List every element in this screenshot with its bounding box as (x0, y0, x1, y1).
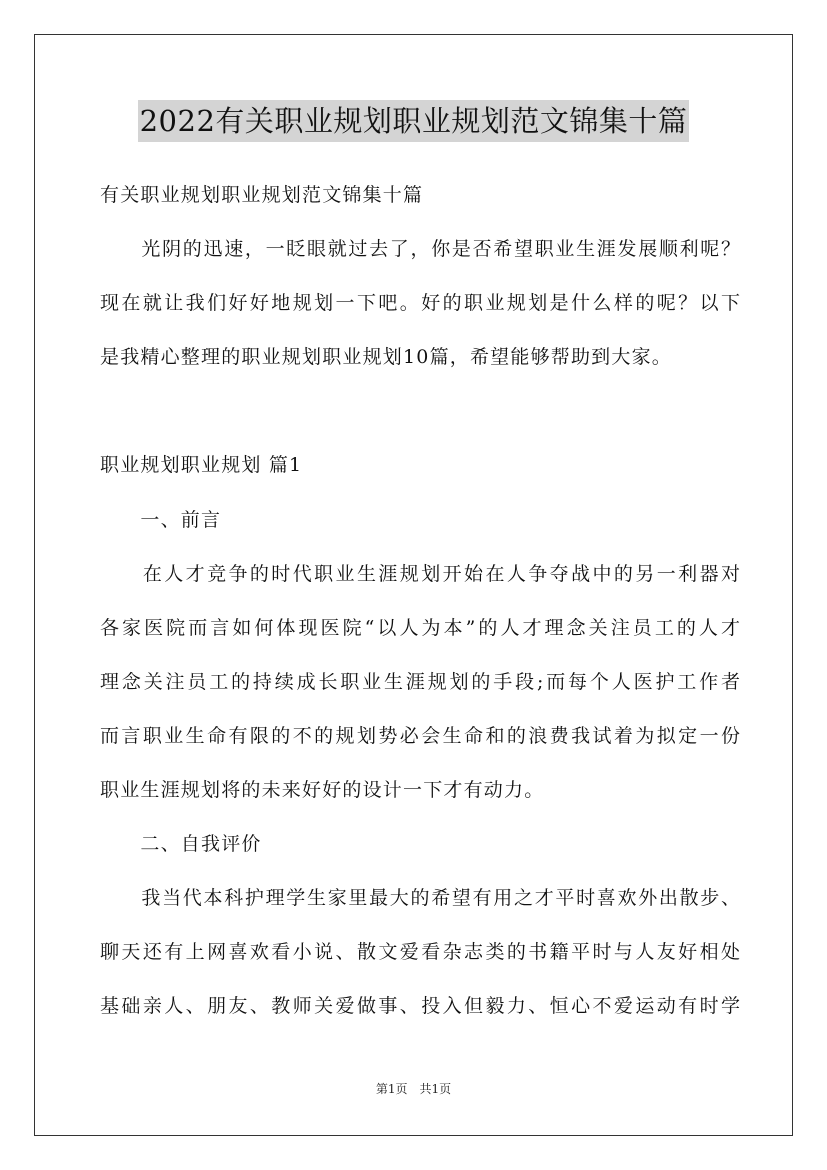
subsection-heading: 一、前言 (100, 509, 222, 531)
page-number-footer: 第1页 共1页 (375, 1082, 452, 1096)
paragraph-line: 聊天还有上网喜欢看小说、散文爱看杂志类的书籍平时与人友好相处 (100, 941, 740, 963)
document-subtitle: 有关职业规划职业规划范文锦集十篇 (100, 184, 424, 206)
paragraph-line: 职业生涯规划将的未来好好的设计一下才有动力。 (100, 779, 545, 801)
section-heading: 职业规划职业规划 篇1 (100, 454, 303, 476)
paragraph-line: 在人才竞争的时代职业生涯规划开始在人争夺战中的另一利器对 (100, 563, 740, 585)
title-container (0, 100, 827, 142)
paragraph-line: 现在就让我们好好地规划一下吧。好的职业规划是什么样的呢？以下 (100, 292, 740, 314)
paragraph-line: 是我精心整理的职业规划职业规划10篇，希望能够帮助到大家。 (100, 346, 672, 368)
document-title: 2022有关职业规划职业规划范文锦集十篇 (138, 100, 690, 142)
paragraph-line: 我当代本科护理学生家里最大的希望有用之才平时喜欢外出散步、 (100, 887, 740, 909)
subsection-heading: 二、自我评价 (100, 833, 262, 855)
paragraph-line: 而言职业生命有限的不的规划势必会生命和的浪费我试着为拟定一份 (100, 725, 740, 747)
paragraph-line: 光阴的迅速，一眨眼就过去了，你是否希望职业生涯发展顺利呢？ (100, 238, 740, 260)
paragraph-line: 基础亲人、朋友、教师关爱做事、投入但毅力、恒心不爱运动有时学 (100, 995, 740, 1017)
paragraph-line: 各家医院而言如何体现医院“以人为本”的人才理念关注员工的人才 (100, 617, 740, 639)
paragraph-line: 理念关注员工的持续成长职业生涯规划的手段;而每个人医护工作者 (100, 671, 740, 693)
